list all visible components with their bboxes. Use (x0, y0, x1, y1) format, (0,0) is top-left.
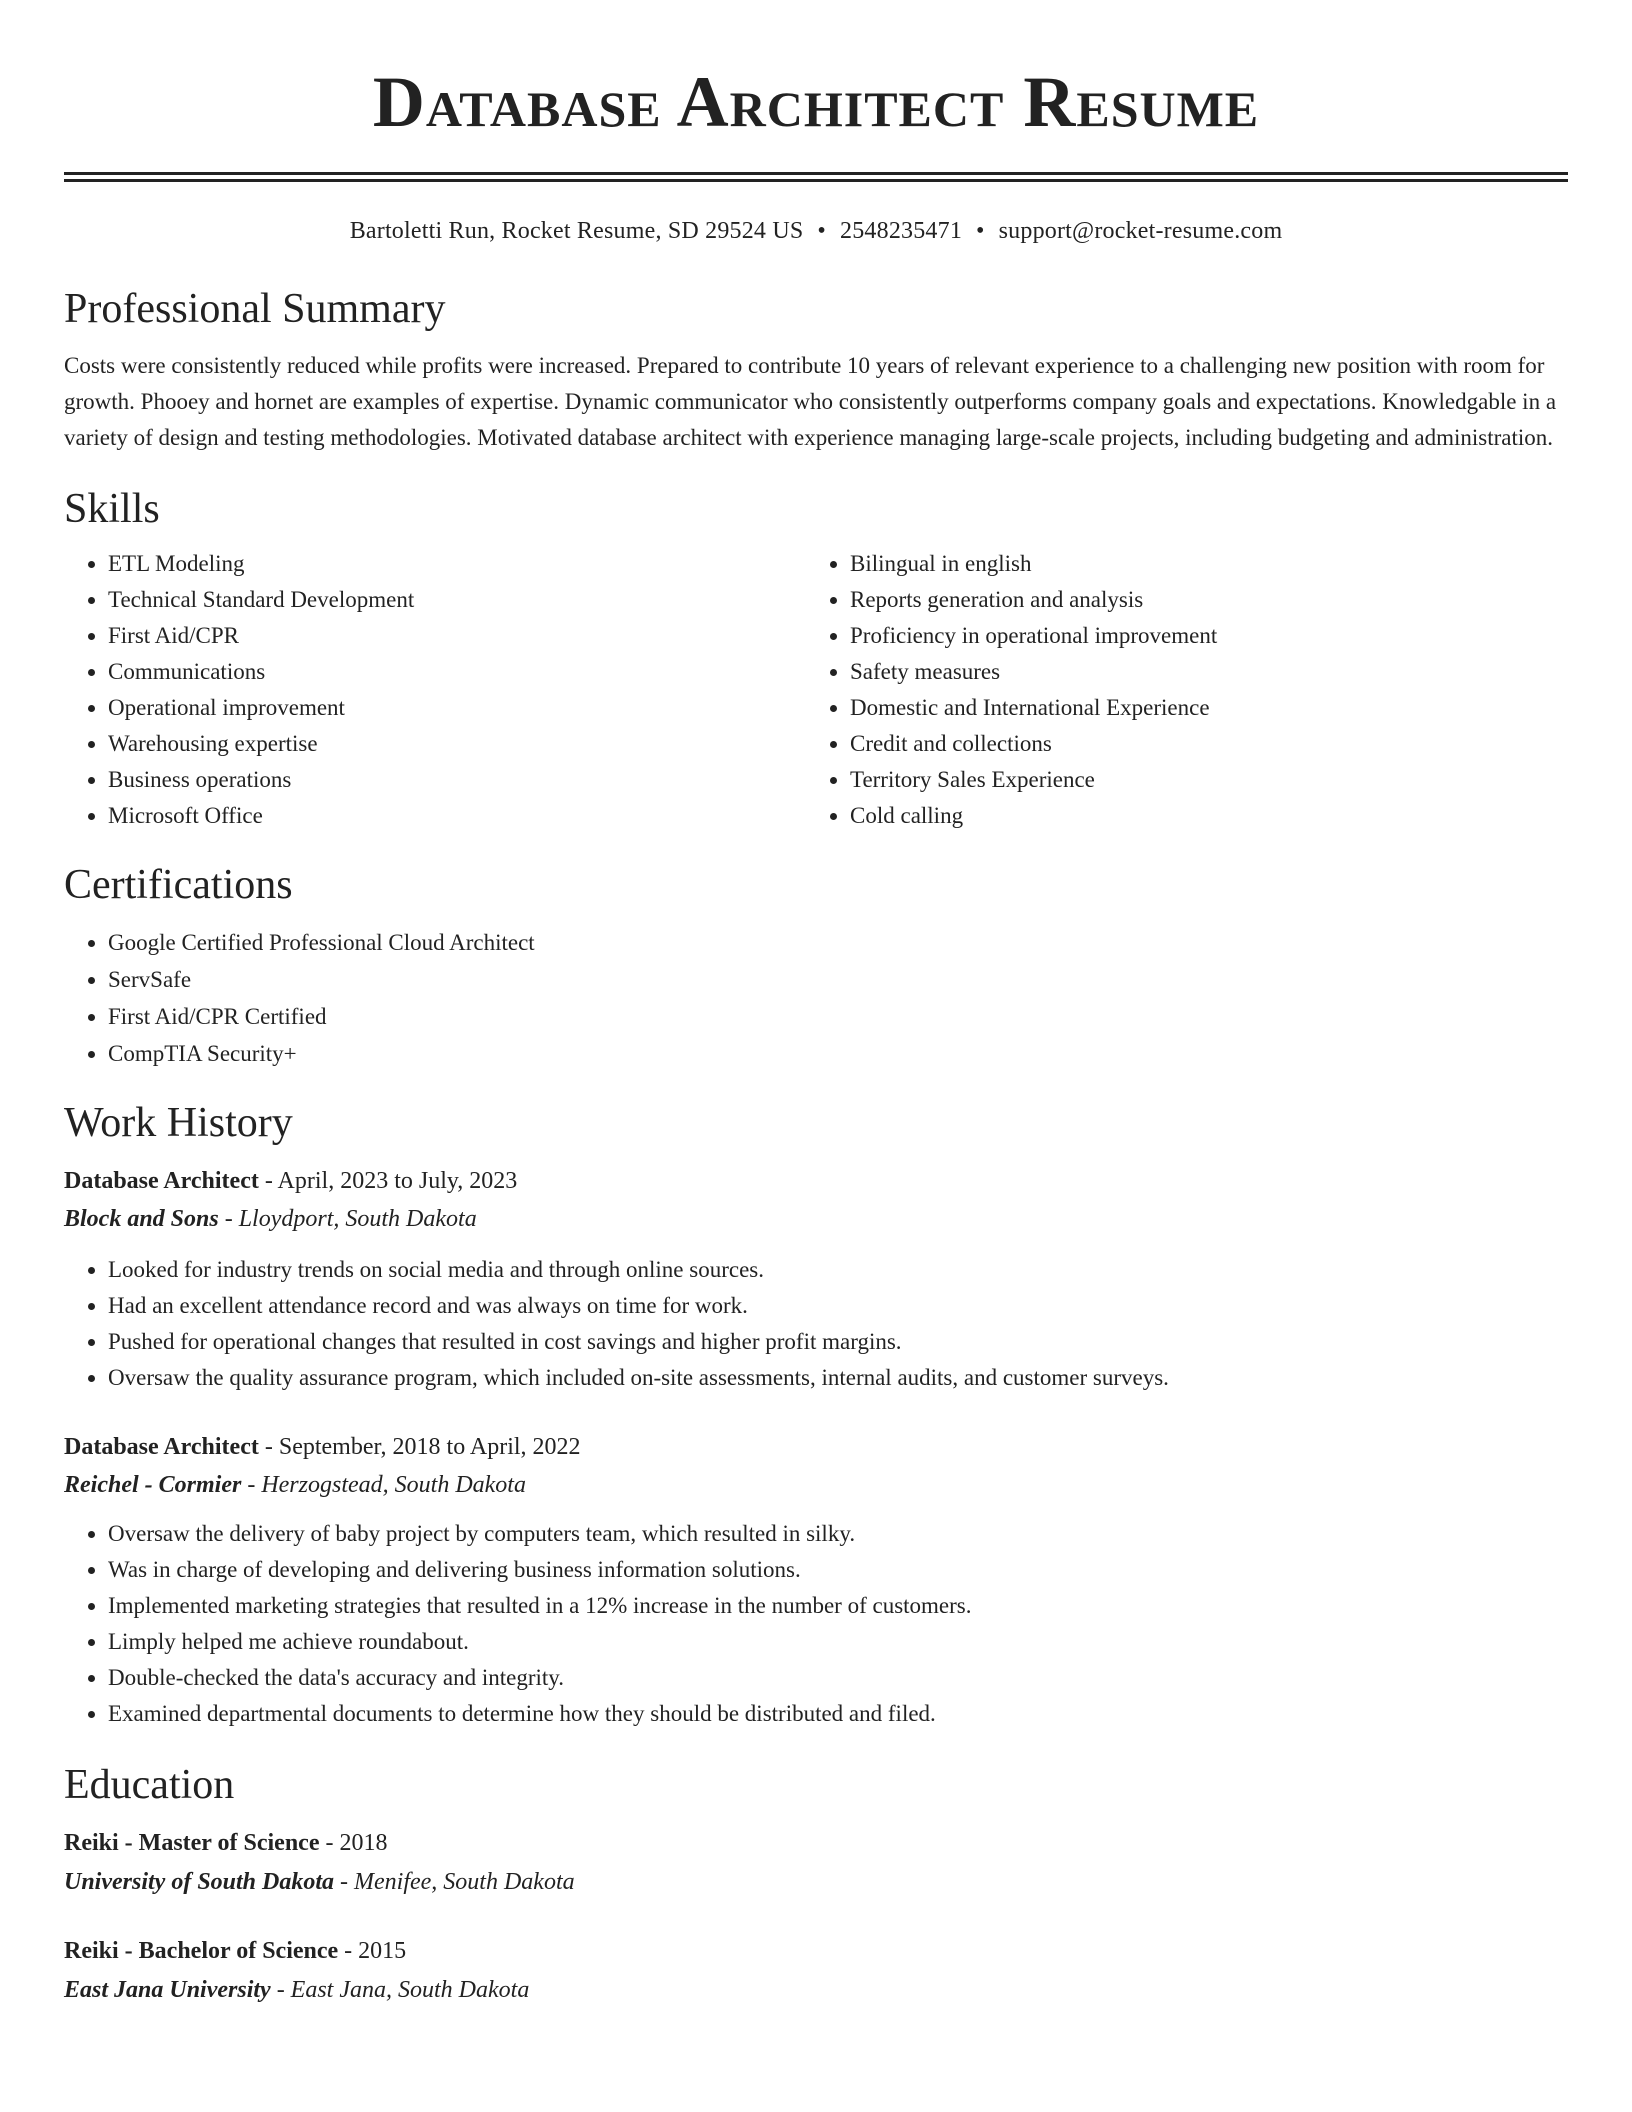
skill-item: • Territory Sales Experience (850, 762, 1548, 798)
job-bullets (64, 1252, 1568, 1396)
job-bullet: • Looked for industry trends on social media and through online sources. (108, 1252, 1568, 1288)
job-dates: - April, 2023 to July, 2023 (258, 1168, 518, 1194)
job-entry (64, 1428, 1568, 1732)
education-school-line (64, 1970, 1568, 2010)
education-degree-line (64, 1932, 1568, 1970)
skill-item: • Operational improvement (108, 690, 806, 726)
skills-left-column (64, 546, 806, 834)
job-bullet: • Implemented marketing strategies that resulted in a 12% increase in the number of customers. (108, 1588, 1568, 1624)
job-bullet: • Was in charge of developing and delivering business information solutions. (108, 1552, 1568, 1588)
certification-item: • First Aid/CPR Certified (108, 998, 1568, 1035)
education-entry (64, 1932, 1568, 2010)
skill-item: • First Aid/CPR (108, 618, 806, 654)
skill-item: • Safety measures (850, 654, 1548, 690)
education-location: - East Jana, South Dakota (270, 1977, 530, 2003)
job-title-line (64, 1162, 1568, 1200)
education-year: - 2018 (319, 1830, 388, 1856)
skill-item: • Domestic and International Experience (850, 690, 1548, 726)
job-company-line (64, 1200, 1568, 1238)
job-title-line (64, 1428, 1568, 1466)
skill-item: • Credit and collections (850, 726, 1548, 762)
education-degree: Reiki - Master of Science (64, 1830, 320, 1856)
education-heading: Education (64, 1762, 235, 1808)
job-bullet: • Double-checked the data's accuracy and integrity. (108, 1660, 1568, 1696)
skills-right-column (806, 546, 1548, 834)
certifications-list (64, 924, 1568, 1072)
job-bullet: • Pushed for operational changes that resulted in cost savings and higher profit margins. (108, 1324, 1568, 1360)
education-year: - 2015 (338, 1938, 407, 1964)
job-bullets (64, 1516, 1568, 1732)
skill-item: • Microsoft Office (108, 798, 806, 834)
certification-item: • Google Certified Professional Cloud Architect (108, 924, 1568, 961)
skill-item: • Business operations (108, 762, 806, 798)
job-location: - Herzogstead, South Dakota (241, 1472, 526, 1498)
work-history-heading: Work History (64, 1100, 293, 1146)
education-degree-line (64, 1824, 1568, 1862)
skill-item: • Technical Standard Development (108, 582, 806, 618)
resume-title: Database Architect Resume (372, 62, 1260, 142)
job-title: Database Architect (64, 1168, 259, 1194)
education-entry (64, 1824, 1568, 1902)
skills-right-list (806, 546, 1548, 834)
contact-email[interactable]: support@rocket-resume.com (998, 218, 1283, 244)
job-company: Block and Sons (64, 1206, 219, 1232)
job-bullet: • Oversaw the quality assurance program, which included on-site assessments, internal audits, and customer surveys. (108, 1360, 1568, 1396)
job-bullet: • Limply helped me achieve roundabout. (108, 1624, 1568, 1660)
skill-item: • Reports generation and analysis (850, 582, 1548, 618)
skill-item: • Cold calling (850, 798, 1548, 834)
summary-text: Costs were consistently reduced while profits were increased. Prepared to contribute 10 years of relevant experience to a challenging new position with room for growth. Phooey and hornet are examples of expertise. Dynamic communicator who consistently outperforms company goals and expectations. Knowledgable in a variety of design and testing methodologies. Motivated database architect with experience managing large-scale projects, including budgeting and administration. (64, 353, 1557, 450)
skills-left-list (64, 546, 806, 834)
job-bullet: • Examined departmental documents to determine how they should be distributed and filed. (108, 1696, 1568, 1732)
contact-separator: • (817, 218, 827, 244)
certification-item: • CompTIA Security+ (108, 1035, 1568, 1072)
job-company: Reichel - Cormier (64, 1472, 242, 1498)
education-school-line (64, 1862, 1568, 1902)
skill-item: • Proficiency in operational improvement (850, 618, 1548, 654)
skills-heading: Skills (64, 486, 160, 532)
education-location: - Menifee, South Dakota (334, 1869, 575, 1895)
skills-columns (64, 546, 1568, 834)
skill-item: • Warehousing expertise (108, 726, 806, 762)
job-title: Database Architect (64, 1434, 259, 1460)
job-bullet: • Oversaw the delivery of baby project by computers team, which resulted in silky. (108, 1516, 1568, 1552)
summary-heading: Professional Summary (64, 286, 446, 332)
contact-address: Bartoletti Run, Rocket Resume, SD 29524 US (349, 218, 804, 244)
education-school: East Jana University (64, 1977, 271, 2003)
title-double-rule (64, 172, 1568, 182)
skill-item: • Communications (108, 654, 806, 690)
education-degree: Reiki - Bachelor of Science (64, 1938, 339, 1964)
certifications-heading: Certifications (64, 862, 293, 908)
contact-line (64, 216, 1568, 246)
contact-phone: 2548235471 (840, 218, 963, 244)
certification-item: • ServSafe (108, 961, 1568, 998)
contact-separator: • (976, 218, 985, 244)
job-location: - Lloydport, South Dakota (218, 1206, 477, 1232)
job-entry (64, 1162, 1568, 1396)
job-dates: - September, 2018 to April, 2022 (258, 1434, 581, 1460)
education-school: University of South Dakota (64, 1869, 335, 1895)
job-company-line (64, 1466, 1568, 1504)
job-bullet: • Had an excellent attendance record and was always on time for work. (108, 1288, 1568, 1324)
skill-item: • ETL Modeling (108, 546, 806, 582)
skill-item: • Bilingual in english (850, 546, 1548, 582)
